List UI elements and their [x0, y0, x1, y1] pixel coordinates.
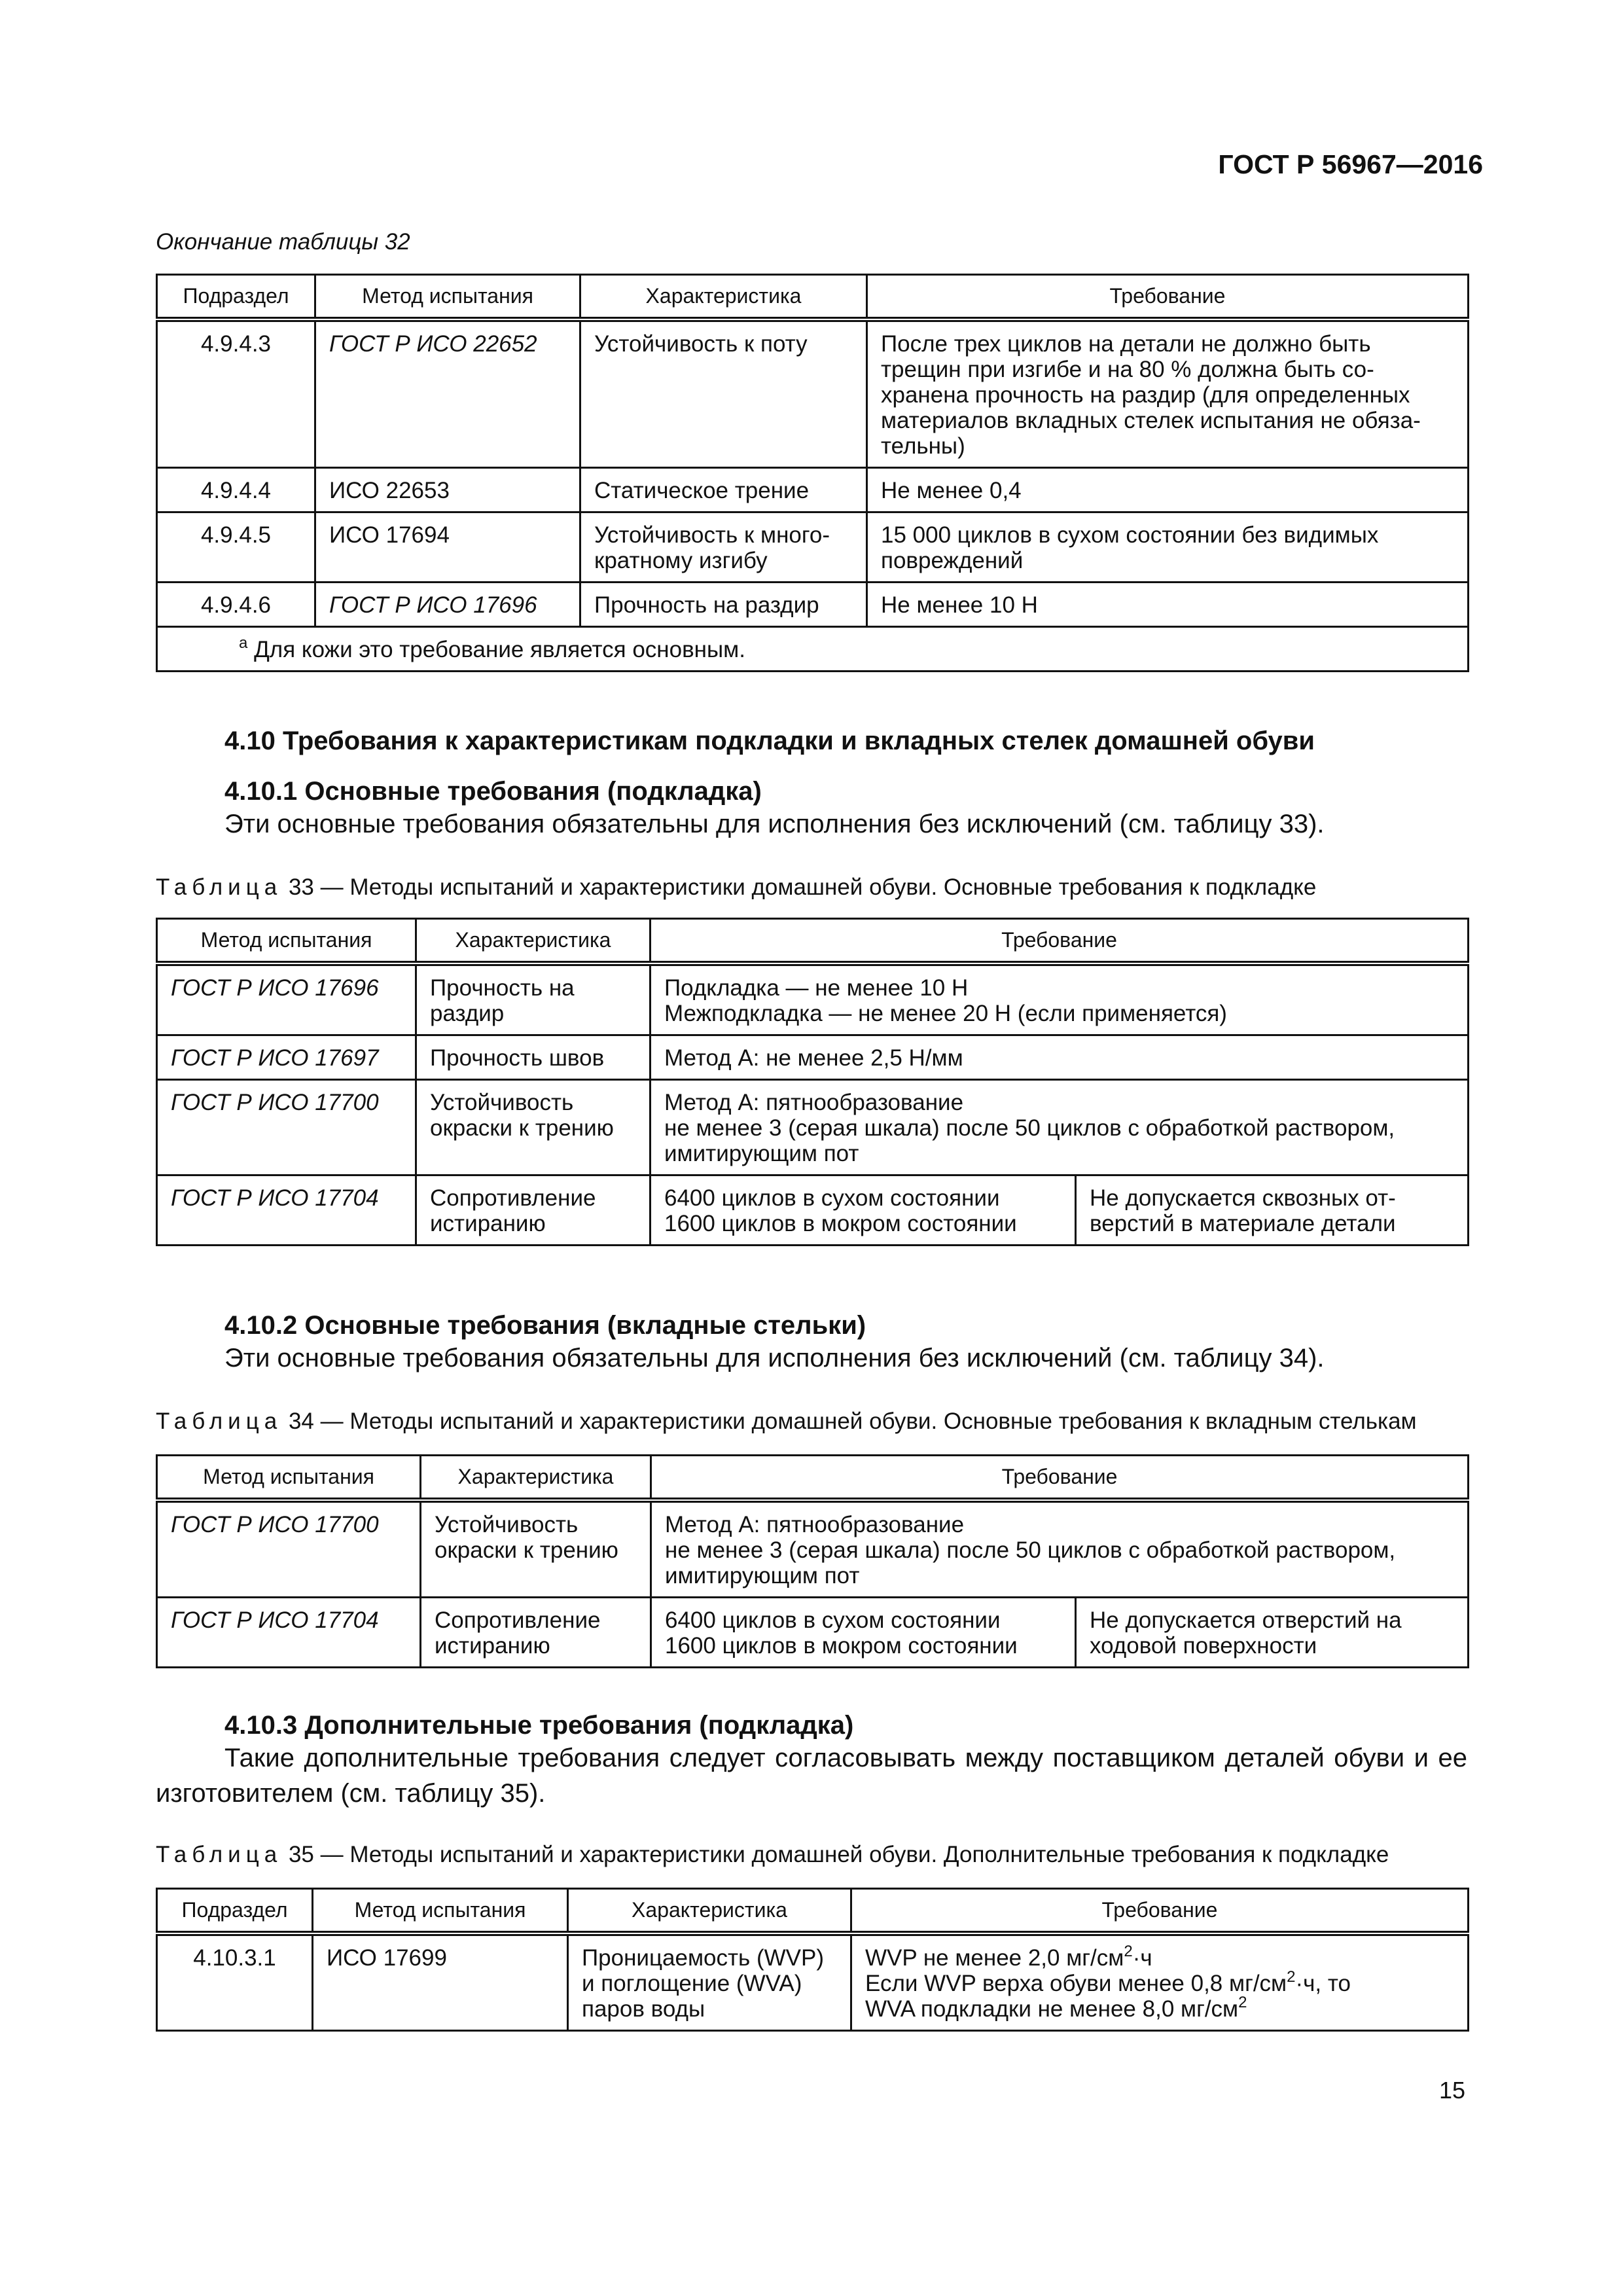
requirement-line: Метод А: пятнообразование: [665, 1512, 965, 1537]
column-header: Требование: [651, 919, 1469, 964]
column-header: Характеристика: [568, 1889, 851, 1934]
column-header: Характеристика: [580, 275, 867, 320]
paragraph: [156, 1740, 1467, 1811]
column-header: Требование: [651, 1456, 1469, 1501]
requirement-line: не менее 3 (серая шкала) после 50 циклов с обработкой раствором,: [665, 1537, 1396, 1563]
requirement-line: Метод А: пятнообразование: [664, 1090, 964, 1115]
requirement-line: 15 000 циклов в сухом состоянии без видимых: [881, 522, 1379, 548]
characteristic-cell: Сопротивление истиранию: [416, 1175, 651, 1246]
requirement-cell: [651, 963, 1469, 1035]
table-footnote: [157, 627, 1469, 672]
characteristic-cell: Прочность на раздир: [416, 963, 651, 1035]
requirement-cell: [867, 512, 1469, 583]
paragraph: [156, 1340, 1467, 1376]
page-number: 15: [1438, 2077, 1465, 2104]
column-header: Метод испытания: [157, 919, 416, 964]
requirement-line: Если WVP верха обуви менее 0,8 $мг/см^2\cdot ч$, то: [865, 1968, 1351, 1996]
table-header-row: [157, 919, 1469, 964]
table-header-row: [157, 275, 1469, 320]
table-row: [157, 319, 1469, 468]
table-34: [156, 1454, 1469, 1668]
table-header-row: [157, 1456, 1469, 1501]
method-cell: ГОСТ Р ИСО 17704: [157, 1175, 416, 1246]
table-row: [157, 1035, 1469, 1080]
requirement-line: Не допускается сквозных от-: [1090, 1185, 1396, 1211]
requirement-line: тельны): [881, 433, 965, 459]
column-header: Метод испытания: [315, 275, 580, 320]
requirement-line: 1600 циклов в мокром состоянии: [664, 1211, 1017, 1236]
requirement-line: 6400 циклов в сухом состоянии: [665, 1607, 1001, 1633]
method-cell: ГОСТ Р ИСО 17697: [157, 1035, 416, 1080]
characteristic-cell: Прочность на раздир: [580, 583, 867, 627]
requirement-line: 1600 циклов в мокром состоянии: [665, 1633, 1018, 1659]
subsection-heading-4-10-1: 4.10.1 Основные требования (подкладка): [224, 777, 762, 806]
requirement-line: имитирующим пот: [664, 1141, 859, 1166]
characteristic-cell: Устойчивость окраски к трению: [416, 1080, 651, 1175]
table-caption-text: 35 — Методы испытаний и характеристики домашней обуви. Дополнительные требования к подкладке: [282, 1842, 1389, 1867]
method-cell: ГОСТ Р ИСО 17700: [157, 1080, 416, 1175]
requirement-line: хранена прочность на раздир (для определенных: [881, 382, 1410, 408]
requirement-cell: [651, 1598, 1076, 1668]
table-row: [157, 963, 1469, 1035]
requirement-line: ходовой поверхности: [1090, 1633, 1317, 1659]
method-cell: ИСО 17699: [313, 1933, 568, 2031]
characteristic-cell: Устойчивость окраски к трению: [421, 1500, 651, 1598]
column-header: Подраздел: [157, 275, 315, 320]
requirement-cell: [651, 1080, 1469, 1175]
characteristic-cell: Проницаемость (WVP) и поглощение (WVA) паров воды: [568, 1933, 851, 2031]
requirement-line: имитирующим пот: [665, 1563, 860, 1588]
column-header: Метод испытания: [313, 1889, 568, 1934]
requirement-cell: Метод А: не менее 2,5 Н/мм: [651, 1035, 1469, 1080]
method-cell: ГОСТ Р ИСО 17696: [315, 583, 580, 627]
table-row: [157, 1175, 1469, 1246]
requirement-cell: [867, 319, 1469, 468]
characteristic-cell: Статическое трение: [580, 468, 867, 512]
requirement-line: WVP не менее 2,0 $мг/см^2\cdot ч$: [865, 1943, 1152, 1971]
method-cell: ГОСТ Р ИСО 22652: [315, 319, 580, 468]
table-row: [157, 1080, 1469, 1175]
paragraph-text: Эти основные требования обязательны для исполнения без исключений (см. таблицу 33).: [224, 810, 1325, 838]
column-header: Характеристика: [416, 919, 651, 964]
requirement-cell: Не менее 10 Н: [867, 583, 1469, 627]
table-33: [156, 918, 1469, 1246]
column-header: Метод испытания: [157, 1456, 421, 1501]
table-row: [157, 468, 1469, 512]
requirement-cell-secondary: [1076, 1175, 1469, 1246]
requirement-line: верстий в материале детали: [1090, 1211, 1396, 1236]
table-row: [157, 1598, 1469, 1668]
table-33-caption: [156, 874, 1316, 901]
table-header-row: [157, 1889, 1469, 1934]
footnote-mark: a: [239, 634, 248, 652]
column-header: Требование: [851, 1889, 1469, 1934]
table-34-caption: [156, 1408, 1417, 1435]
requirement-line: повреждений: [881, 548, 1024, 573]
document-code: ГОСТ Р 56967—2016: [1218, 149, 1483, 179]
method-cell: ГОСТ Р ИСО 17696: [157, 963, 416, 1035]
section-cell: 4.9.4.5: [157, 512, 315, 583]
column-header: Характеристика: [421, 1456, 651, 1501]
footnote-text: Для кожи это требование является основным.: [247, 637, 745, 662]
table-32-continuation-caption: Окончание таблицы 32: [156, 229, 410, 255]
table-row: [157, 1933, 1469, 2031]
paragraph: [156, 806, 1467, 842]
subsection-heading-4-10-3: 4.10.3 Дополнительные требования (подкладка): [224, 1711, 854, 1740]
requirement-line: 6400 циклов в сухом состоянии: [664, 1185, 1000, 1211]
requirement-cell: [851, 1933, 1469, 2031]
requirement-line: WVA подкладки не менее 8,0 $мг/см^2$: [865, 1994, 1247, 2022]
table-row: [157, 583, 1469, 627]
requirement-line: материалов вкладных стелек испытания не обяза-: [881, 408, 1421, 433]
requirement-line: Не допускается отверстий на: [1090, 1607, 1402, 1633]
section-cell: 4.9.4.4: [157, 468, 315, 512]
method-cell: ИСО 22653: [315, 468, 580, 512]
table-label: Таблица: [156, 1842, 283, 1867]
table-35: [156, 1888, 1469, 2032]
table-label: Таблица: [156, 874, 283, 900]
requirement-cell-secondary: [1076, 1598, 1469, 1668]
characteristic-cell: Сопротивление истиранию: [421, 1598, 651, 1668]
table-label: Таблица: [156, 1408, 283, 1434]
subsection-heading-4-10-2: 4.10.2 Основные требования (вкладные стельки): [224, 1311, 866, 1340]
paragraph-text: Эти основные требования обязательны для исполнения без исключений (см. таблицу 34).: [224, 1344, 1325, 1372]
table-row: [157, 512, 1469, 583]
requirement-line: трещин при изгибе и на 80 % должна быть со-: [881, 357, 1374, 382]
requirement-cell: Не менее 0,4: [867, 468, 1469, 512]
characteristic-cell: Устойчивость к много- кратному изгибу: [580, 512, 867, 583]
section-cell: 4.9.4.6: [157, 583, 315, 627]
table-row: [157, 1500, 1469, 1598]
method-cell: ИСО 17694: [315, 512, 580, 583]
section-cell: 4.10.3.1: [157, 1933, 313, 2031]
table-caption-text: 33 — Методы испытаний и характеристики домашней обуви. Основные требования к подкладке: [282, 874, 1317, 900]
method-cell: ГОСТ Р ИСО 17704: [157, 1598, 421, 1668]
table-caption-text: 34 — Методы испытаний и характеристики домашней обуви. Основные требования к вкладным стелькам: [282, 1408, 1417, 1434]
requirement-line: Межподкладка — не менее 20 Н (если применяется): [664, 1001, 1227, 1026]
requirement-line: не менее 3 (серая шкала) после 50 циклов с обработкой раствором,: [664, 1115, 1395, 1141]
table-32: [156, 274, 1469, 672]
requirement-cell: [651, 1500, 1469, 1598]
section-heading-4-10: 4.10 Требования к характеристикам подкладки и вкладных стелек домашней обуви: [224, 726, 1315, 755]
table-35-caption: [156, 1842, 1389, 1868]
section-cell: 4.9.4.3: [157, 319, 315, 468]
requirement-cell: [651, 1175, 1076, 1246]
characteristic-cell: Устойчивость к поту: [580, 319, 867, 468]
column-header: Требование: [867, 275, 1469, 320]
characteristic-cell: Прочность швов: [416, 1035, 651, 1080]
requirement-line: Подкладка — не менее 10 Н: [664, 975, 969, 1001]
requirement-line: После трех циклов на детали не должно быть: [881, 331, 1371, 357]
column-header: Подраздел: [157, 1889, 313, 1934]
table-footnote-row: [157, 627, 1469, 672]
paragraph-text: Такие дополнительные требования следует согласовывать между поставщиком деталей обуви и ее изготовителем (см. таблицу 35).: [156, 1744, 1467, 1808]
method-cell: ГОСТ Р ИСО 17700: [157, 1500, 421, 1598]
